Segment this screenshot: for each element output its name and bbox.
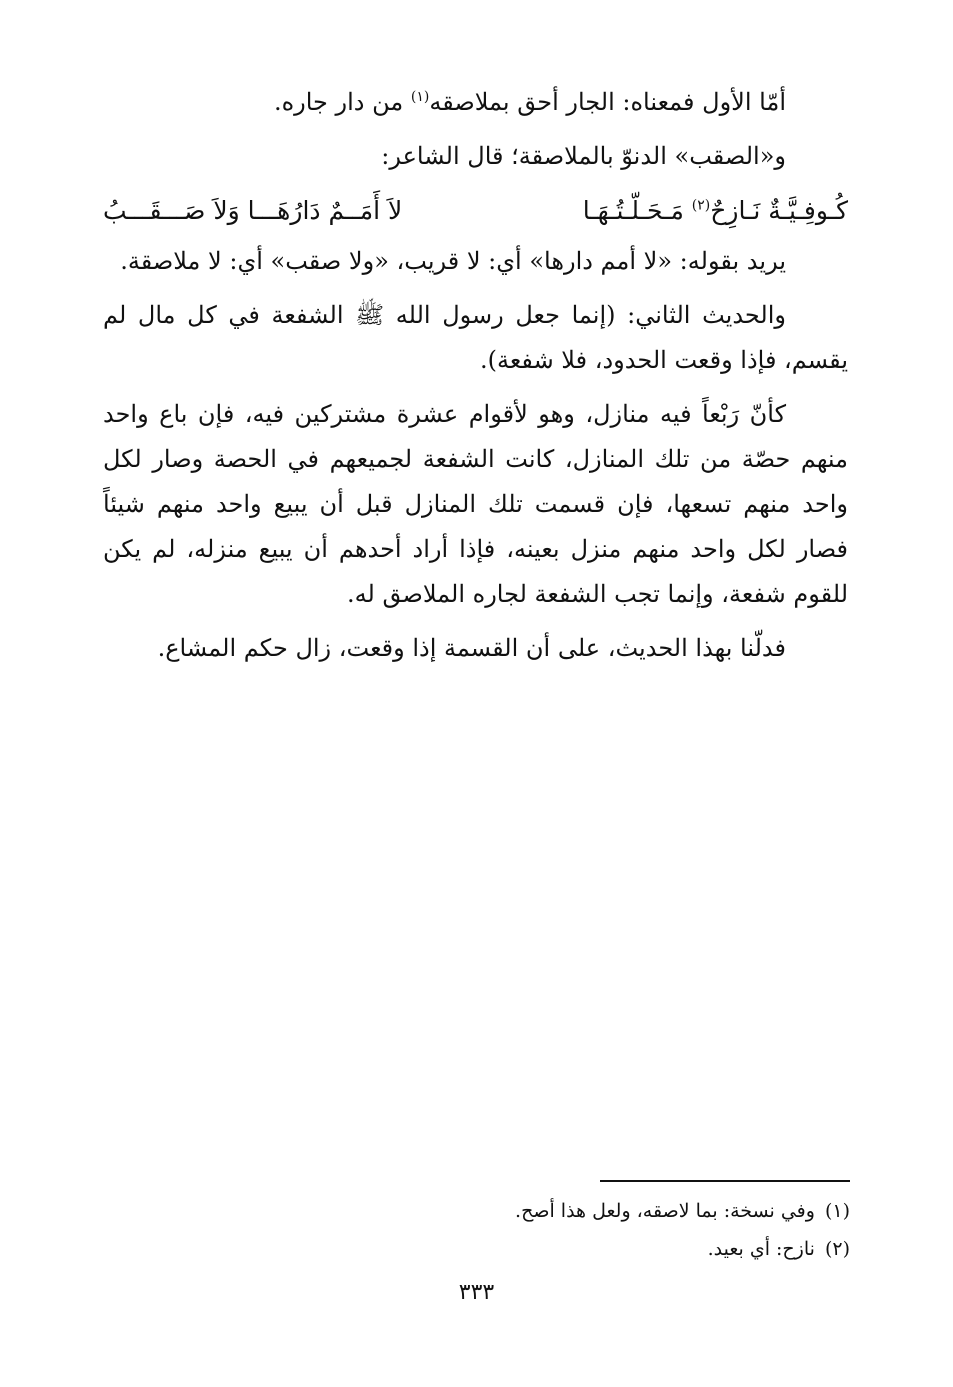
footnote-2-number: (٢) [824, 1238, 850, 1260]
verse-first-hemistich-end: مَـحَـلّـتُـهَـا [582, 196, 692, 225]
paragraph-1-text: أمّا الأول فمعناه: الجار أحق بملاصقه [429, 88, 786, 116]
footnote-1-text: وفي نسخة: بما لاصقه، ولعل هذا أصح. [515, 1200, 815, 1222]
paragraph-3: يريد بقوله: «لا أمم دارها» أي: لا قريب، «ولا صقب» أي: لا ملاصقة. [120, 247, 786, 275]
paragraph-1 [103, 80, 848, 125]
verse-first-hemistich [583, 188, 848, 233]
footnote-1-number: (١) [824, 1200, 850, 1222]
footnotes [250, 1192, 850, 1268]
footnote-2 [250, 1230, 850, 1268]
verse-second-hemistich: لاَ أَمَــمٌ دَارُهَـــا وَلاَ صَـــقَـــبُ [103, 196, 403, 225]
paragraph-2: و«الصقب» الدنوّ بالملاصقة؛ قال الشاعر: [381, 142, 786, 170]
page-number: ٣٣٣ [458, 1280, 495, 1305]
footnote-ref-2[interactable]: (٢) [691, 197, 711, 214]
poetry-verse [103, 188, 848, 233]
footnote-divider [600, 1180, 850, 1182]
footnote-2-text: نازح: أي بعيد. [707, 1238, 815, 1260]
paragraph-6: فدلّنا بهذا الحديث، على أن القسمة إذا وقعت، زال حكم المشاع. [157, 634, 786, 662]
paragraph-1-text-end: من دار جاره. [273, 88, 411, 116]
main-text [103, 80, 848, 680]
paragraph-5: كأنّ رَبْعاً فيه منازل، وهو لأقوام عشرة مشتركين فيه، فإن باع واحد منهم حصّة من تلك المنازل، كانت الشفعة لجميعهم في الحصة وصار لكل واحد منهم تسعها، فإن قسمت تلك المنازل قبل أن يبيع واحد منهم شيئاً فصار لكل واحد منهم منزل بعينه، فإذا أراد أحدهم أن يبيع منزله، لم يكن للقوم شفعة، وإنما تجب الشفعة لجاره الملاصق له. [103, 400, 848, 608]
paragraph-4: والحديث الثاني: (إنما جعل رسول الله ﷺ الشفعة في كل مال لم يقسم، فإذا وقعت الحدود، فلا شفعة). [103, 301, 848, 374]
footnote-1 [250, 1192, 850, 1230]
footnote-ref-1[interactable]: (١) [410, 89, 430, 105]
verse-first-hemistich-text: كُـوفِـيَّـةٌ نَـازِحٌ [710, 196, 848, 225]
